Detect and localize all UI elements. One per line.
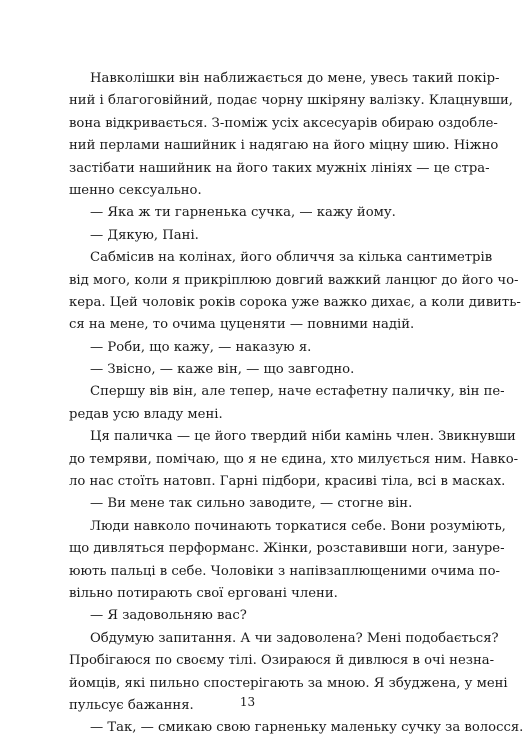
text-line: Пробігаюся по своєму тілі. Озираюся й дивлюся в очі незна- (69, 653, 495, 669)
page-body (69, 68, 523, 740)
text-line: ний і благоговійний, подає чорну шкіряну валізку. Клацнувши, (69, 93, 513, 109)
text-line: вільно потирають свої ерговані члени. (69, 585, 338, 601)
text-line: — Роби, що кажу, — наказую я. (90, 339, 312, 355)
text-line: ло нас стоїть натовп. Гарні підбори, красиві тіла, всі в масках. (69, 474, 506, 490)
text-line: — Ви мене так сильно заводите, — стогне він. (90, 496, 413, 512)
text-line: вона відкривається. З-поміж усіх аксесуарів обираю оздобле- (69, 115, 498, 131)
text-line: редав усю владу мені. (69, 406, 223, 422)
text-line: Ця паличка — це його твердий ніби камінь член. Звикнувши (90, 429, 516, 445)
text-line: Люди навколо починають торкатися себе. Вони розуміють, (90, 518, 506, 534)
text-line: що дивляться перформанс. Жінки, розставивши ноги, зануре- (69, 541, 505, 557)
text-line: шенно сексуально. (69, 182, 202, 198)
page-number: 13 (239, 695, 256, 709)
text-line: юють пальці в себе. Чоловіки з напівзаплющеними очима по- (69, 563, 500, 579)
text-line: Обдумую запитання. А чи задоволена? Мені подобається? (90, 630, 499, 646)
text-line: до темряви, помічаю, що я не єдина, хто милується ним. Навко- (69, 451, 519, 467)
text-line: Спершу вів він, але тепер, наче естафетну паличку, він пе- (90, 384, 505, 400)
text-line: — Звісно, — каже він, — що завгодно. (90, 362, 355, 378)
text-line: пульсує бажання. (69, 697, 194, 713)
text-line: Навколішки він наближається до мене, увесь такий покір- (90, 71, 500, 86)
text-line: ся на мене, то очима цуценяти — повними надій. (69, 317, 415, 333)
text-line: — Я задовольняю вас? (90, 608, 247, 624)
text-line: застібати нашийник на його таких мужніх лініях — це стра- (69, 160, 490, 176)
text-line: йомців, які пильно спостерігають за мною. Я збуджена, у мені (69, 675, 508, 691)
text-line: — Так, — смикаю свою гарненьку маленьку сучку за волосся. (90, 720, 523, 736)
text-line: ний перлами нашийник і надягаю на його міцну шию. Ніжно (69, 138, 499, 154)
text-line: — Яка ж ти гарненька сучка, — кажу йому. (90, 205, 396, 221)
text-line: — Дякую, Пані. (90, 227, 199, 243)
text-line: від мого, коли я прикріплюю довгий важкий ланцюг до його чо- (69, 272, 519, 288)
text-line: Сабмісив на колінах, його обличчя за кілька сантиметрів (90, 250, 493, 266)
text-line: кера. Цей чоловік років сорока уже важко дихає, а коли дивить- (69, 294, 521, 310)
